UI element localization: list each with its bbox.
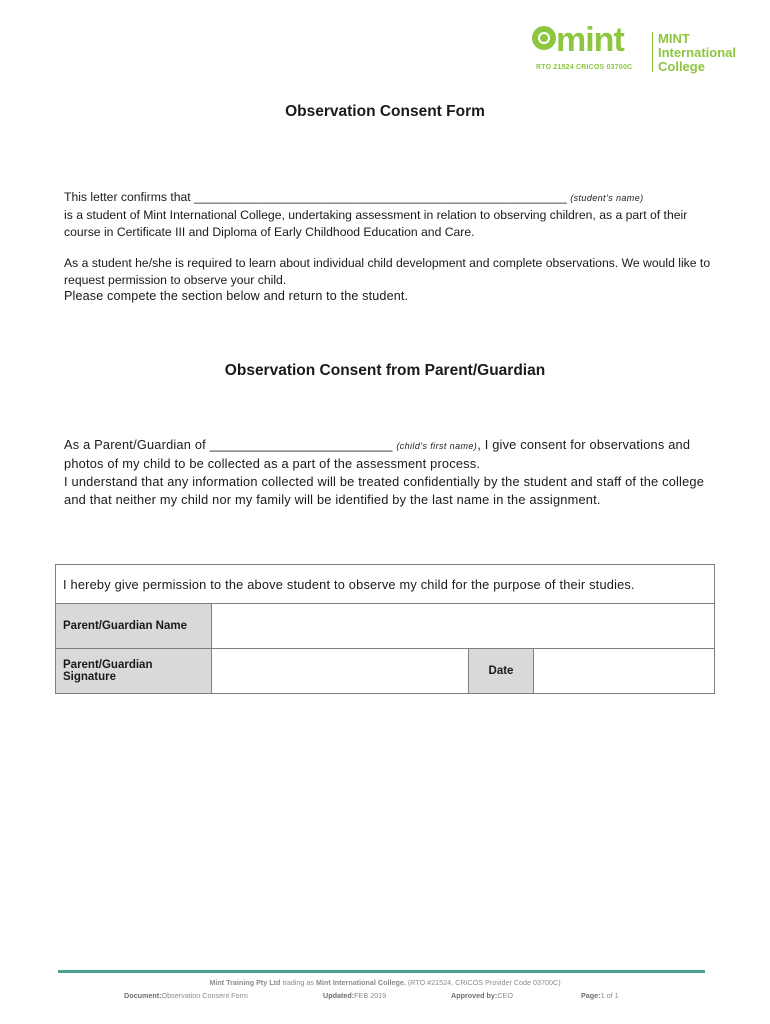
consent-table [55,564,715,694]
instruction-paragraph: Please compete the section below and return to the student. [64,289,409,303]
footer-approved [451,991,513,1000]
footer-document-value: Observation Consent Form [161,991,248,1000]
logo-college-name [658,32,736,74]
footer-document-label: Document: [124,991,162,1000]
footer-approved-label: Approved by: [451,991,498,1000]
intro-paragraph [64,189,714,241]
footer-college-name: Mint International College. [316,978,406,987]
signature-label: Parent/Guardian Signature [56,649,212,694]
intro-rest: is a student of Mint International College, undertaking assessment in relation to observing children, as a part of their course in Certificate III and Diploma of Early Childhood Education and Care. [64,208,688,239]
logo-codes: RTO 21524 CRICOS 03700C [536,64,633,71]
logo-word: mint [556,21,624,59]
logo-college-line: MINT [658,31,690,46]
footer-company [0,978,770,987]
confidentiality-text: I understand that any information collected will be treated confidentially by the student and staff of the college and that neither my child nor my family will be identified by the last name in the assignment. [64,474,705,507]
student-name-hint: (student’s name) [570,193,644,203]
parent-name-field[interactable] [212,604,715,649]
consent-paragraph [64,436,714,509]
parent-name-label: Parent/Guardian Name [56,604,212,649]
footer-updated-value: FEB 2019 [354,991,387,1000]
mint-logo-mark-icon [532,26,556,50]
footer-document [124,991,248,1000]
requirement-paragraph: As a student he/she is required to learn about individual child development and complete observations. We would like to request permission to observe your child. [64,256,711,287]
signature-field[interactable] [212,649,469,694]
mint-logo [532,21,742,76]
footer-page [581,991,619,1000]
consent-rest: , I give consent for observations and photos of my child to be collected as a part of the assessment process. [64,437,691,471]
footer-updated-label: Updated: [323,991,355,1000]
logo-college-line: College [658,59,705,74]
logo-college-line: International [658,45,737,60]
page-title: Observation Consent Form [285,103,485,120]
child-name-line: As a Parent/Guardian of _________________________ [64,437,397,452]
logo-divider [652,32,653,72]
section-title: Observation Consent from Parent/Guardian [224,362,546,379]
footer-company-name: Mint Training Pty Ltd [209,978,281,987]
footer-approved-value: CEO [497,991,513,1000]
footer-trading-as: trading as [280,978,317,987]
footer-codes: (RTO #21524, CRICOS Provider Code 03700C) [405,978,561,987]
date-label: Date [469,649,534,694]
footer-page-value: 1 of 1 [600,991,619,1000]
child-name-hint: (child’s first name) [396,441,478,451]
permission-statement: I hereby give permission to the above student to observe my child for the purpose of their studies. [56,565,715,604]
student-name-line: This letter confirms that _______________________________________________________ [64,190,571,204]
footer-page-label: Page: [581,991,601,1000]
date-field[interactable] [534,649,715,694]
footer-divider [58,970,705,973]
footer-updated [323,991,387,1000]
